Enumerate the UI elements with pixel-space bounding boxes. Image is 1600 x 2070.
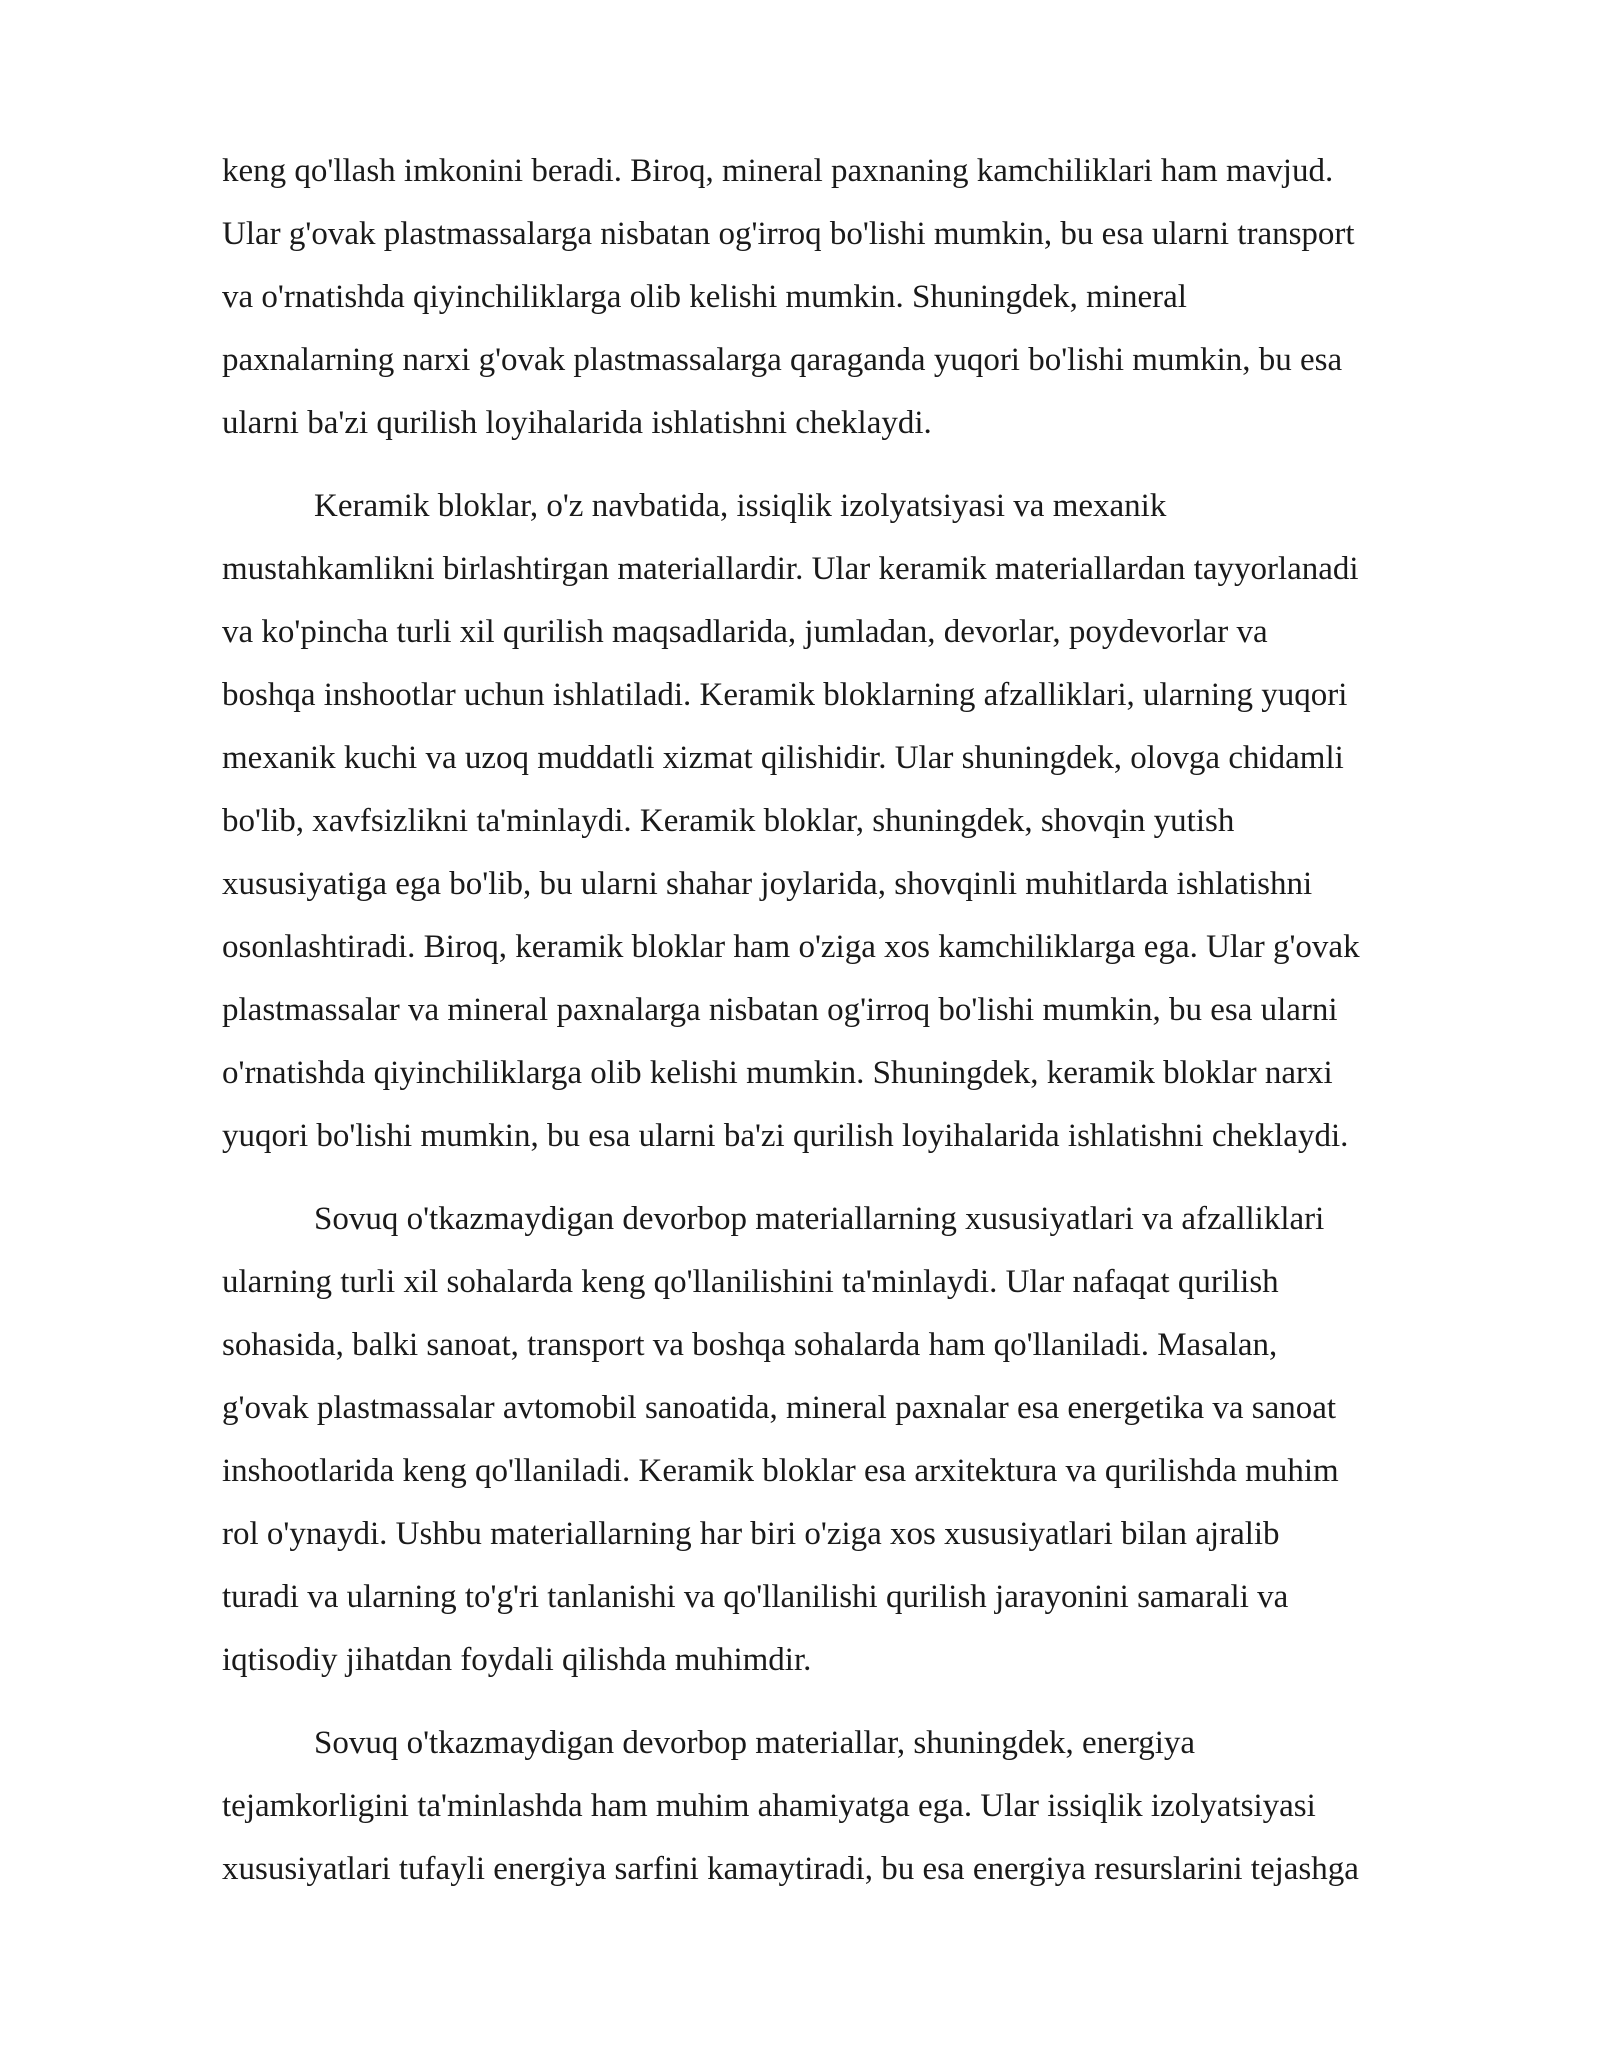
text-line: osonlashtiradi. Biroq, keramik bloklar ham o'ziga xos kamchiliklarga ega. Ular g'ovak — [222, 929, 1360, 965]
text-line: plastmassalar va mineral paxnalarga nisbatan og'irroq bo'lishi mumkin, bu esa ularni — [222, 992, 1338, 1028]
text-line: bo'lib, xavfsizlikni ta'minlaydi. Keramik bloklar, shuningdek, shovqin yutish — [222, 803, 1235, 839]
paragraph-4 — [222, 1712, 1488, 1901]
text-line: iqtisodiy jihatdan foydali qilishda muhimdir. — [222, 1642, 812, 1678]
paragraph-3 — [222, 1188, 1488, 1692]
text-line: va ko'pincha turli xil qurilish maqsadlarida, jumladan, devorlar, poydevorlar va — [222, 614, 1268, 650]
text-line: g'ovak plastmassalar avtomobil sanoatida, mineral paxnalar esa energetika va sanoat — [222, 1390, 1337, 1426]
text-line: Ular g'ovak plastmassalarga nisbatan og'irroq bo'lishi mumkin, bu esa ularni transport — [222, 216, 1355, 252]
paragraph-2 — [222, 475, 1488, 1168]
text-line: tejamkorligini ta'minlashda ham muhim ahamiyatga ega. Ular issiqlik izolyatsiyasi — [222, 1788, 1316, 1824]
paragraph-1 — [222, 140, 1488, 455]
text-line: rol o'ynaydi. Ushbu materiallarning har biri o'ziga xos xususiyatlari bilan ajralib — [222, 1516, 1280, 1552]
text-line-first: Keramik bloklar, o'z navbatida, issiqlik izolyatsiyasi va mexanik — [314, 488, 1167, 524]
text-line: boshqa inshootlar uchun ishlatiladi. Keramik bloklarning afzalliklari, ularning yuqori — [222, 677, 1348, 713]
text-line: ularning turli xil sohalarda keng qo'llanilishini ta'minlaydi. Ular nafaqat qurilish — [222, 1264, 1279, 1300]
text-line: paxnalarning narxi g'ovak plastmassalarga qaraganda yuqori bo'lishi mumkin, bu esa — [222, 342, 1343, 378]
text-line: xususiyatiga ega bo'lib, bu ularni shahar joylarida, shovqinli muhitlarda ishlatishni — [222, 866, 1313, 902]
text-line: mexanik kuchi va uzoq muddatli xizmat qilishidir. Ular shuningdek, olovga chidamli — [222, 740, 1344, 776]
text-line: yuqori bo'lishi mumkin, bu esa ularni ba'zi qurilish loyihalarida ishlatishni cheklaydi. — [222, 1118, 1349, 1154]
text-line: inshootlarida keng qo'llaniladi. Keramik bloklar esa arxitektura va qurilishda muhim — [222, 1453, 1339, 1489]
text-line: ularni ba'zi qurilish loyihalarida ishlatishni cheklaydi. — [222, 405, 932, 441]
text-line: xususiyatlari tufayli energiya sarfini kamaytiradi, bu esa energiya resurslarini tejashga — [222, 1851, 1359, 1887]
text-line: o'rnatishda qiyinchiliklarga olib kelishi mumkin. Shuningdek, keramik bloklar narxi — [222, 1055, 1333, 1091]
text-line: keng qo'llash imkonini beradi. Biroq, mineral paxnaning kamchiliklari ham mavjud. — [222, 153, 1334, 189]
text-line: turadi va ularning to'g'ri tanlanishi va qo'llanilishi qurilish jarayonini samarali va — [222, 1579, 1289, 1615]
document-body — [222, 140, 1488, 1921]
text-line-first: Sovuq o'tkazmaydigan devorbop materiallar, shuningdek, energiya — [314, 1725, 1196, 1761]
text-line: va o'rnatishda qiyinchiliklarga olib kelishi mumkin. Shuningdek, mineral — [222, 279, 1187, 315]
text-line: mustahkamlikni birlashtirgan materiallardir. Ular keramik materiallardan tayyorlanadi — [222, 551, 1359, 587]
text-line: sohasida, balki sanoat, transport va boshqa sohalarda ham qo'llaniladi. Masalan, — [222, 1327, 1278, 1363]
text-line-first: Sovuq o'tkazmaydigan devorbop materiallarning xususiyatlari va afzalliklari — [314, 1201, 1325, 1237]
